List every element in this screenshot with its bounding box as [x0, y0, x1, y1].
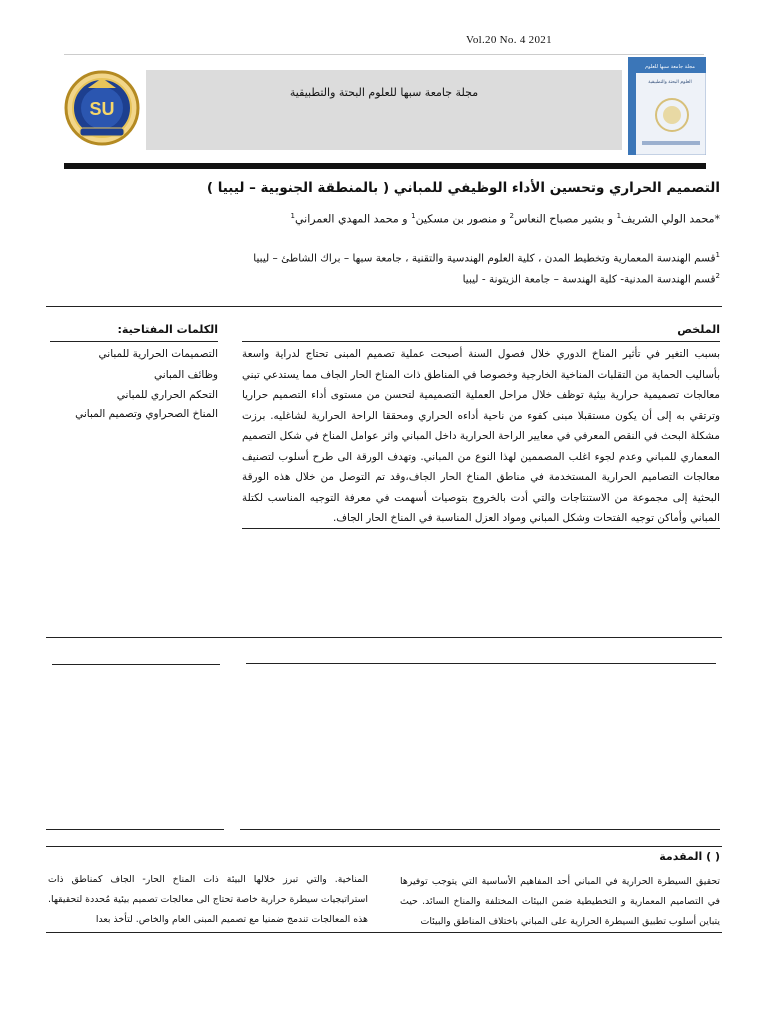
section-divider	[46, 306, 722, 307]
journal-name: مجلة جامعة سبها للعلوم البحتة والتطبيقية	[289, 86, 479, 99]
keyword-item: التصميمات الحرارية للمباني	[98, 348, 218, 360]
author-4: و محمد المهدي العمراني	[295, 212, 412, 226]
intro-heading: ( ) المقدمة	[659, 850, 720, 863]
header-rule	[64, 54, 704, 55]
affiliation-1-text: قسم الهندسة المعمارية وتخطيط المدن ، كلية العلوم الهندسية والتقنية ، جامعة سبها – براك الشاطئ – ليبيا	[253, 252, 716, 265]
cover-subtitle: العلوم البحتة والتطبيقية	[648, 80, 692, 85]
author-3-sup: 1	[411, 212, 416, 220]
author-4-sup: 1	[290, 212, 296, 220]
section-divider	[46, 637, 722, 638]
intro-top-rule	[46, 846, 722, 847]
author-2: و بشير مصباح النعاس	[513, 212, 617, 226]
author-list	[100, 212, 720, 226]
empty-keywords-top-rule	[52, 664, 220, 665]
abstract-text: بسبب التغير في تأثير المناخ الدوري خلال فصول السنة أصبحت عملية تصميم المبنى تحتاج لدراية واسعة بأساليب الحماية من التقلبات المناخية الخارجية وخصوصا في المناطق ذات المناخ الحار الجاف مما يستدعي تبني معالجات تصميمية حرارية بيئية توظف خلال مراحل العملية التصميمية لتحسن من مستوى أداء التصميم حراريا وترتقي به إلى أن يكون مستقبلا مبنى كفوء من ناحية أداءه الحراري ومحققا الراحة الحرارية لشاغليه. برزت مشكلة البحث في النقص المعرفي في معايير الراحة الحرارية داخل المباني واثر عوامل المناخ في شكل التصميم المعماري للمباني وعدم لجوء اغلب المصممين لهذا النوع من المباني. وتهدف الورقة الى طرح أسلوب لتصنيف معالجات التصاميم الحرارية المستخدمة في مناطق المناخ الحار الجاف،وقد تم التوصل من خلال هذه الورقة البحثية إلى مجموعة من الاستنتاجات والتي أدت بالخروج بتوصيات أسهمت في معرفة التوجيه المناسب لكتلة المباني وأماكن توجيه الفتحات وشكل المباني ومواد العزل المناسبة في المناخ الحار الجاف.	[242, 348, 720, 524]
empty-abstract-top-rule	[246, 663, 716, 664]
keywords-heading: الكلمات المفتاحية:	[117, 323, 218, 336]
affiliation-2-text: قسم الهندسة المدنية- كلية الهندسة – جامعة الزيتونة - ليبيا	[462, 273, 716, 286]
intro-bottom-rule	[46, 932, 722, 933]
author-1-sup: 1	[616, 212, 622, 220]
affiliation-2	[100, 272, 720, 286]
university-logo	[62, 68, 142, 148]
logo-lettering: SU	[89, 99, 115, 119]
journal-cover-image	[628, 57, 706, 155]
empty-abstract-bottom-rule	[240, 829, 720, 830]
keyword-item: التحكم الحراري للمباني	[116, 389, 218, 401]
abstract-bottom-rule	[242, 528, 720, 529]
abstract-heading: الملخص	[677, 323, 720, 336]
intro-right-column: تحقيق السيطرة الحرارية في المباني أحد المفاهيم الأساسية التي يتوجب توفيرها في التصاميم المعمارية و التخطيطية ضمن البيئات المختلفة والمناخ السائد. حيث يتباين أسلوب تطبيق السيطرة الحرارية على المباني باختلاف المناطق والبيئات	[400, 876, 720, 927]
affiliation-1-sup: 1	[715, 251, 720, 259]
header-thick-rule	[64, 163, 706, 169]
affiliation-2-sup: 2	[715, 272, 720, 280]
affiliation-1	[100, 251, 720, 265]
abstract-top-rule	[242, 341, 720, 342]
journal-banner	[146, 70, 622, 150]
author-2-sup: 2	[509, 212, 514, 220]
cover-title: مجلة جامعة سبها للعلوم	[645, 64, 695, 70]
author-3: و منصور بن مسكين	[415, 212, 510, 226]
keyword-item: وظائف المباني	[154, 369, 218, 381]
empty-keywords-bottom-rule	[46, 829, 224, 830]
volume-label: Vol.20 No. 4 2021	[466, 34, 552, 46]
article-title: التصميم الحراري وتحسين الأداء الوظيفي للمباني ( بالمنطقة الجنوبية – ليبيا )	[206, 180, 720, 196]
keyword-item: المناخ الصحراوي وتصميم المباني	[75, 408, 218, 420]
intro-left-column: المناخية. والتي تبرز خلالها البيئة ذات المناخ الحار- الجاف كمناطق ذات استراتيجيات سيطرة حرارية خاصة تحتاج الى معالجات تصميم بيئية مُحددة لتحقيقها. هذه المعالجات تندمج ضمنيا مع تصميم المبنى العام والخاص. لتأخذ بعدا	[47, 874, 368, 925]
keywords-top-rule	[50, 341, 218, 342]
author-1: *محمد الولي الشريف	[621, 212, 720, 226]
